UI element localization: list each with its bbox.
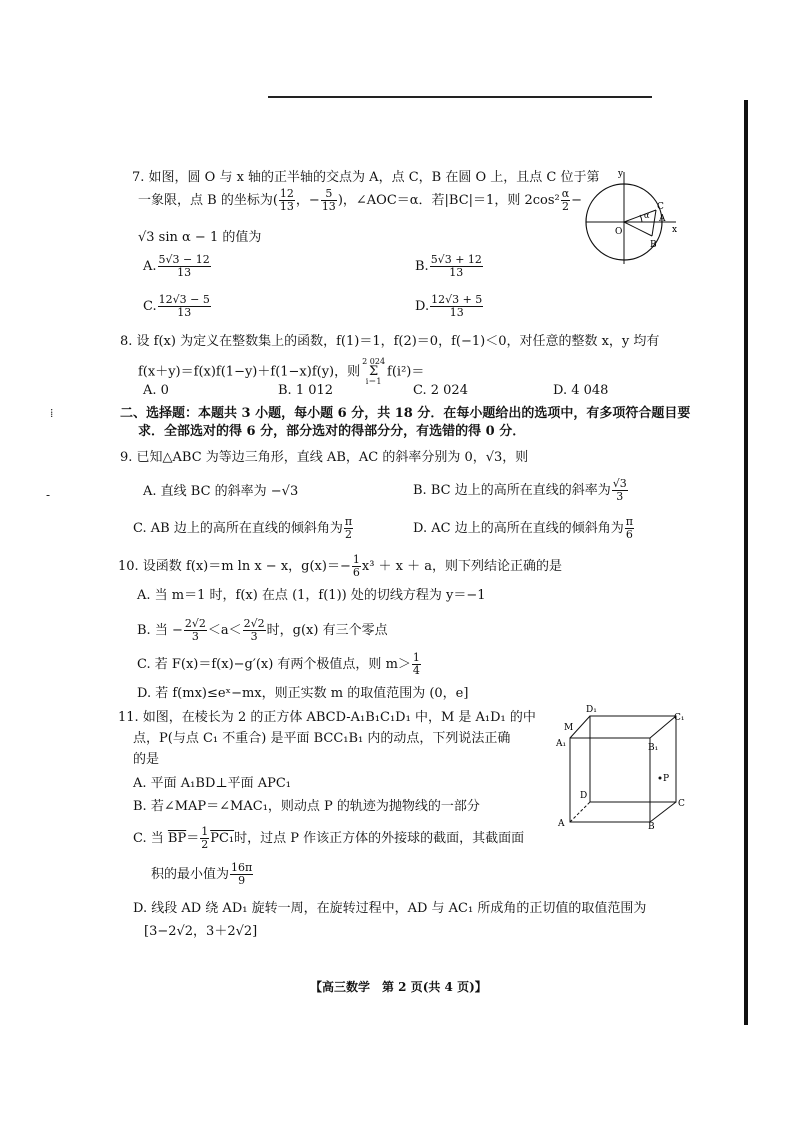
q9-option-c-den: 2	[344, 528, 352, 541]
q7-option-a	[143, 254, 212, 279]
q11-option-c-frac2	[230, 862, 253, 887]
q11-line3: 的是	[133, 752, 160, 767]
section2-line1: 二、选择题：本题共 3 小题，每小题 6 分，共 18 分．在每小题给出的选项中，有多项符合题目要	[120, 406, 691, 421]
q8-line2-text: f(x＋y)＝f(x)f(1−y)＋f(1−x)f(y)，则	[138, 364, 361, 380]
q11-option-b: B. 若∠MAP＝∠MAC₁，则动点 P 的轨迹为抛物线的一部分	[133, 799, 480, 814]
q11-line2: 点，P(与点 C₁ 不重合) 是平面 BCC₁B₁ 内的动点，下列说法正确	[133, 731, 511, 746]
q11-option-c-post: 时，过点 P 作该正方体的外接球的截面，其截面面	[234, 831, 525, 846]
margin-mark-1: ⁞	[50, 406, 54, 420]
q7-option-a-frac	[158, 254, 211, 279]
q8-sum-lower: i＝1	[365, 377, 382, 386]
circle-label-b: B	[650, 240, 657, 250]
cube-figure	[550, 702, 690, 830]
q10-option-b-pre: B. 当 −	[137, 623, 183, 638]
cube-label-a: A	[558, 819, 565, 829]
q9-option-d	[413, 516, 635, 541]
q7-frac-a	[279, 188, 295, 213]
q8-sum-term: f(i²)＝	[387, 364, 425, 380]
q9-option-b-den: 3	[616, 490, 624, 503]
q7-option-a-num: 5√3 − 12	[158, 253, 210, 266]
q7-frac-b	[321, 188, 337, 213]
q10-option-b-den1: 3	[191, 630, 199, 643]
q10-option-b-frac1	[184, 618, 207, 643]
q7-line2-end: −	[571, 193, 583, 208]
q10-option-b-num2: 2√2	[243, 617, 265, 630]
q10-option-c-frac	[412, 652, 421, 677]
q8-sum-upper: 2 024	[362, 357, 386, 366]
q7-option-a-den: 13	[177, 266, 192, 279]
q11-line1: 11. 如图，在棱长为 2 的正方体 ABCD-A₁B₁C₁D₁ 中，M 是 A₁D₁ 的中	[118, 710, 536, 725]
q9-option-d-den: 6	[625, 528, 633, 541]
cube-edge-b1c1	[650, 716, 676, 738]
q7-option-b	[415, 254, 484, 279]
top-rule	[268, 96, 652, 98]
q11-option-c-line2	[151, 862, 254, 887]
q9-option-c-text: C. AB 边上的高所在直线的倾斜角为	[133, 521, 343, 536]
q9-option-c	[133, 516, 354, 541]
q10-stem-post: x³ ＋ x ＋ a，则下列结论正确的是	[361, 559, 563, 574]
margin-mark-2: -	[46, 488, 51, 502]
q7-option-b-frac	[430, 254, 483, 279]
q10-option-b-den2: 3	[250, 630, 258, 643]
q7-option-d-num: 12√3 + 5	[431, 293, 483, 306]
angle-alpha-arc	[640, 215, 642, 222]
q7-line2	[138, 188, 582, 213]
q7-option-b-den: 13	[449, 266, 464, 279]
q10-option-c-pre: C. 若 F(x)＝f(x)−g′(x) 有两个极值点，则 m＞	[137, 657, 411, 672]
q10-option-c	[137, 652, 422, 677]
segment-bc	[652, 210, 656, 236]
q7-option-d-den: 13	[449, 306, 464, 319]
q9-option-a: A. 直线 BC 的斜率为 −√3	[143, 484, 299, 499]
q10-stem-pre: 10. 设函数 f(x)＝m ln x − x，g(x)＝−	[118, 559, 351, 574]
q7-frac-half-den: 2	[561, 200, 569, 213]
q7-frac-half-num: α	[561, 187, 570, 200]
cube-edge-bc	[650, 802, 676, 822]
q10-stem-den: 6	[352, 566, 360, 579]
cube-label-p: P	[663, 774, 670, 784]
q7-option-d-label: D.	[415, 299, 430, 314]
q8-option-c: C. 2 024	[413, 383, 468, 398]
q7-option-a-label: A.	[143, 259, 157, 274]
q11-option-c-num2: 16π	[231, 861, 253, 874]
q7-option-c-den: 13	[177, 306, 192, 319]
q11-option-a: A. 平面 A₁BD⊥平面 APC₁	[133, 776, 292, 791]
q8-option-b: B. 1 012	[278, 383, 334, 398]
q9-option-d-frac	[625, 516, 634, 541]
cube-label-b1: B₁	[648, 743, 659, 753]
circle-label-c: C	[657, 202, 664, 212]
q8-sum-symbol: Σ	[368, 364, 379, 379]
q7-line3: √3 sin α − 1 的值为	[138, 230, 262, 245]
q11-option-c-vec1: $\overline{BP}$	[167, 831, 187, 846]
q8-line1: 8. 设 f(x) 为定义在整数集上的函数，f(1)＝1，f(2)＝0，f(−1)＜0，对任意的整数 x，y 均有	[120, 334, 660, 349]
q7-frac-half	[561, 188, 570, 213]
q10-stem-frac	[352, 554, 361, 579]
q9-option-b-num: √3	[612, 477, 627, 490]
cube-label-a1: A₁	[556, 739, 567, 749]
q9-option-b	[413, 478, 629, 503]
q7-option-d	[415, 294, 484, 319]
cube-label-d: D	[580, 791, 588, 801]
q11-option-c-vec2: PC₁	[210, 831, 235, 846]
q10-option-b-frac2	[243, 618, 266, 643]
q10-option-b	[137, 618, 388, 643]
q9-option-b-text: B. BC 边上的高所在直线的斜率为	[413, 483, 611, 498]
segment-ob	[624, 222, 652, 236]
q7-option-c-frac	[158, 294, 211, 319]
q11-option-c	[133, 826, 524, 851]
q7-line2-pre: 一象限，点 B 的坐标为	[138, 193, 273, 208]
cube-label-b: B	[648, 822, 655, 830]
q10-option-a: A. 当 m＝1 时，f(x) 在点 (1，f(1)) 处的切线方程为 y＝−1	[137, 588, 486, 603]
q10-stem-num: 1	[352, 553, 360, 566]
section2-line2: 求．全部选对的得 6 分，部分选对的得部分分，有选错的得 0 分．	[138, 424, 526, 439]
q8-option-d: D. 4 048	[553, 383, 609, 398]
q7-option-b-num: 5√3 + 12	[430, 253, 482, 266]
circle-figure	[584, 166, 680, 266]
q7-frac-a-den: 13	[279, 200, 294, 213]
q11-option-c-line2-pre: 积的最小值为	[151, 867, 230, 882]
q11-option-c-pre: C. 当	[133, 831, 164, 846]
q7-frac-b-den: 13	[321, 200, 336, 213]
q7-coord-left: (	[272, 193, 278, 208]
cube-edge-ad	[570, 802, 590, 822]
circle-label-x: x	[672, 225, 678, 235]
q10-option-b-num1: 2√2	[184, 617, 206, 630]
q10-option-b-mid: ＜a＜	[207, 623, 242, 638]
q10-option-c-num: 1	[412, 651, 420, 664]
q10-option-d: D. 若 f(mx)≤eˣ−mx，则正实数 m 的取值范围为 (0，e]	[137, 686, 469, 701]
q7-frac-a-num: 12	[279, 187, 294, 200]
q8-option-a: A. 0	[143, 383, 169, 398]
page-footer: 【高三数学 第 2 页(共 4 页)】	[310, 980, 487, 994]
q7-option-b-label: B.	[415, 259, 429, 274]
q7-line1: 7. 如图，圆 O 与 x 轴的正半轴的交点为 A，点 C，B 在圆 O 上，且点 C 位于第	[132, 170, 600, 185]
cube-label-d1: D₁	[586, 705, 597, 715]
q7-option-c-num: 12√3 − 5	[158, 293, 210, 306]
q7-coord-sep: ，−	[295, 193, 320, 208]
circle-label-alpha: α	[644, 211, 650, 220]
q8-line2	[138, 358, 424, 386]
q7-option-d-frac	[430, 294, 483, 319]
q10-option-c-den: 4	[412, 664, 420, 677]
q10-stem	[118, 554, 562, 579]
q7-line2-mid: )，∠AOC＝α．若|BC|＝1，则 2cos²	[337, 193, 560, 208]
q9-option-d-num: π	[625, 515, 633, 528]
circle-label-o: O	[615, 227, 623, 237]
cube-back-face	[590, 716, 676, 802]
q11-option-d-line2: [3−2√2，3＋2√2]	[144, 924, 258, 939]
q9-option-c-frac	[344, 516, 353, 541]
q7-frac-b-num: 5	[321, 188, 337, 201]
circle-label-a: A	[659, 214, 666, 224]
q9-option-d-text: D. AC 边上的高所在直线的倾斜角为	[413, 521, 624, 536]
q9-stem: 9. 已知△ABC 为等边三角形，直线 AB，AC 的斜率分别为 0，√3，则	[120, 450, 529, 465]
cube-label-m: M	[564, 723, 574, 733]
circle-label-y: y	[618, 169, 624, 179]
q8-sum	[362, 358, 385, 386]
q7-option-c	[143, 294, 212, 319]
q11-option-c-frac	[200, 826, 209, 851]
right-border	[744, 100, 748, 1025]
cube-point-p	[659, 777, 662, 780]
q11-option-c-num: 1	[201, 825, 209, 838]
cube-label-c1: C₁	[674, 713, 685, 723]
q11-option-c-den2: 9	[238, 874, 246, 887]
q11-option-c-eq: ＝	[186, 831, 200, 846]
q7-option-c-label: C.	[143, 299, 157, 314]
q9-option-b-frac	[612, 478, 628, 503]
cube-label-c: C	[678, 799, 685, 809]
q9-option-c-num: π	[344, 515, 353, 528]
q10-option-b-post: 时，g(x) 有三个零点	[266, 623, 388, 638]
q11-option-c-den: 2	[201, 838, 209, 851]
q11-option-d-line1: D. 线段 AD 绕 AD₁ 旋转一周，在旋转过程中，AD 与 AC₁ 所成角的正切值的取值范围为	[133, 901, 647, 916]
